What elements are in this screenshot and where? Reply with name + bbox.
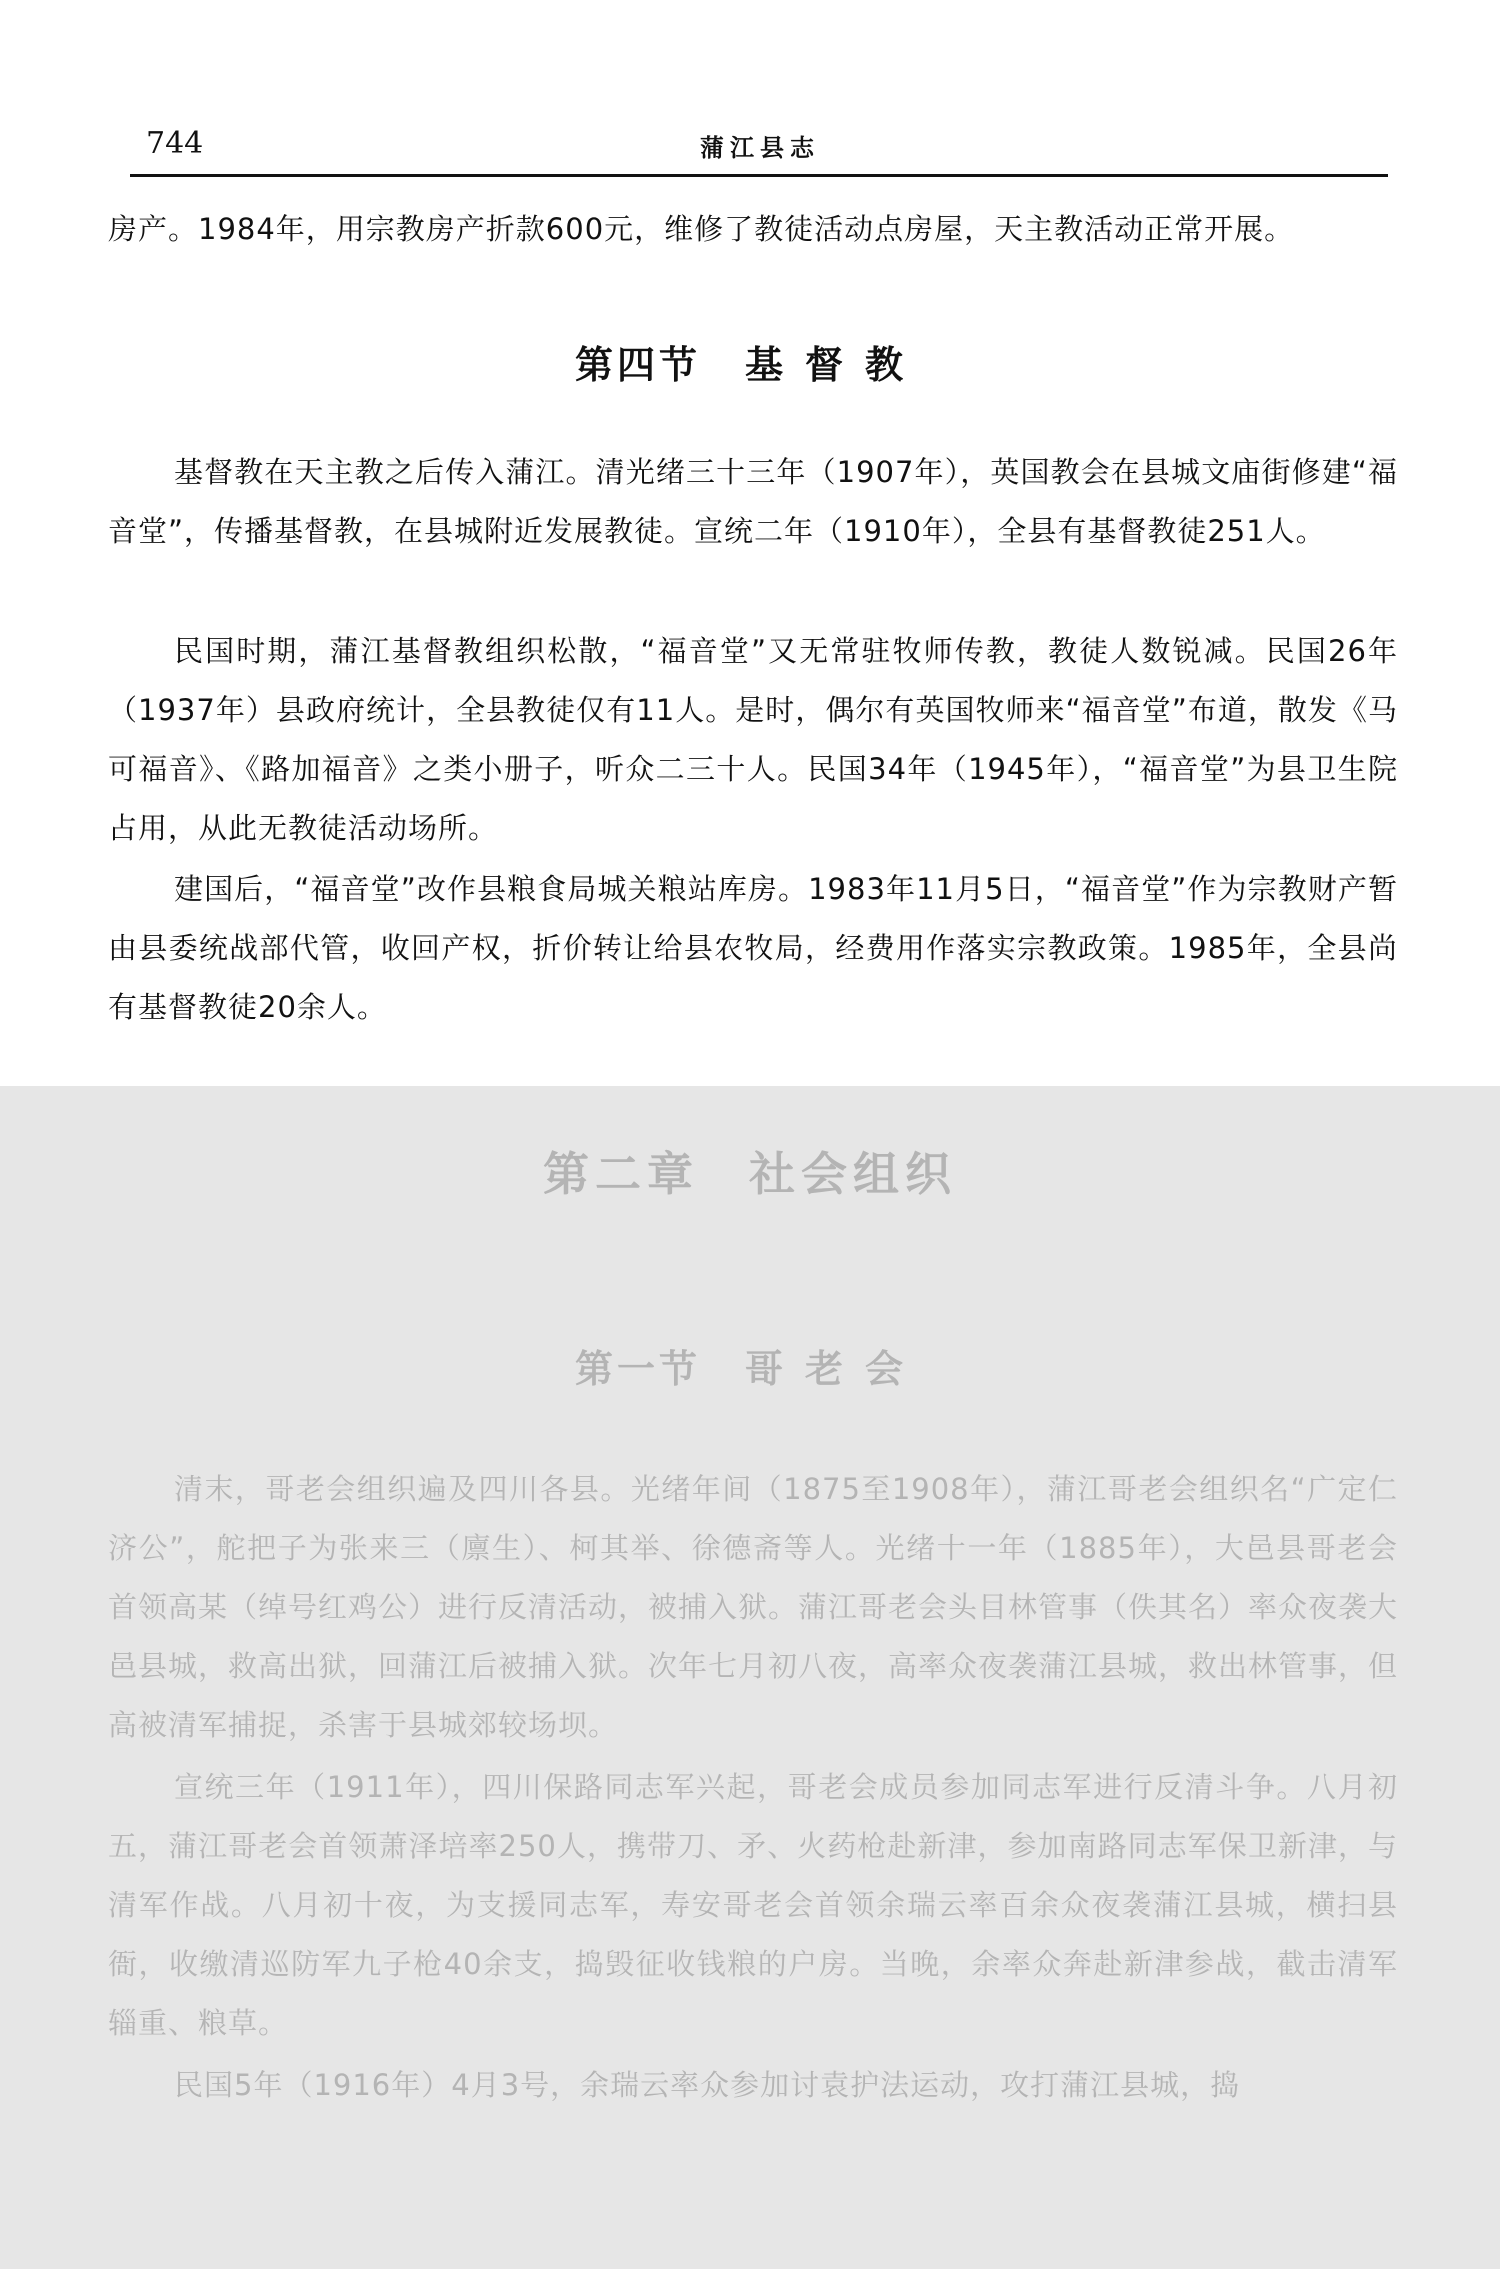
section-1-number: 第一节 <box>574 1347 701 1391</box>
section-1-title <box>0 1338 1500 1393</box>
page-header <box>130 118 1390 178</box>
section-4-title <box>0 334 1500 389</box>
header-rule <box>130 174 1388 177</box>
section-4-name: 基督教 <box>745 343 926 387</box>
section-4-paragraph-1: 基督教在天主教之后传入蒲江。清光绪三十三年（1907年），英国教会在县城文庙街修建“福音堂”，传播基督教，在县城附近发展教徒。宣统二年（1910年），全县有基督教徒251人。 <box>108 455 1398 548</box>
section-1-paragraph-3: 民国5年（1916年）4月3号，余瑞云率众参加讨袁护法运动，攻打蒲江县城，捣 <box>174 2068 1241 2102</box>
section-4-paragraph-3: 建国后，“福音堂”改作县粮食局城关粮站库房。1983年11月5日，“福音堂”作为宗教财产暂由县委统战部代管，收回产权，折价转让给县农牧局，经费用作落实宗教政策。1985年，全县尚有基督教徒20余人。 <box>108 872 1398 1024</box>
section-1-paragraph-2: 宣统三年（1911年），四川保路同志军兴起，哥老会成员参加同志军进行反清斗争。八月初五，蒲江哥老会首领萧泽培率250人，携带刀、矛、火药枪赴新津，参加南路同志军保卫新津，与清军作战。八月初十夜，为支援同志军，寿安哥老会首领余瑞云率百余众夜袭蒲江县城，横扫县衙，收缴清巡防军九子枪40余支，捣毁征收钱粮的户房。当晚，余率众奔赴新津参战，截击清军辎重、粮草。 <box>108 1770 1398 2040</box>
page-number: 744 <box>146 126 204 161</box>
running-title: 蒲江县志 <box>700 134 820 162</box>
paragraph-continuation: 房产。1984年，用宗教房产折款600元，维修了教徒活动点房屋，天主教活动正常开展。 <box>108 212 1295 246</box>
chapter-2-number: 第二章 <box>543 1147 699 1201</box>
chapter-2-name: 社会组织 <box>749 1147 957 1201</box>
section-1-name: 哥老会 <box>745 1347 926 1391</box>
section-4-number: 第四节 <box>574 343 701 387</box>
section-4-paragraph-2: 民国时期，蒲江基督教组织松散，“福音堂”又无常驻牧师传教，教徒人数锐减。民国26年（1937年）县政府统计，全县教徒仅有11人。是时，偶尔有英国牧师来“福音堂”布道，散发《马可福音》、《路加福音》之类小册子，听众二三十人。民国34年（1945年），“福音堂”为县卫生院占用，从此无教徒活动场所。 <box>108 634 1398 845</box>
section-1-paragraph-1: 清末，哥老会组织遍及四川各县。光绪年间（1875至1908年），蒲江哥老会组织名“广定仁济公”，舵把子为张来三（廪生）、柯其举、徐德斋等人。光绪十一年（1885年），大邑县哥老会首领高某（绰号红鸡公）进行反清活动，被捕入狱。蒲江哥老会头目林管事（佚其名）率众夜袭大邑县城，救高出狱，回蒲江后被捕入狱。次年七月初八夜，高率众夜袭蒲江县城，救出林管事，但高被清军捕捉，杀害于县城郊较场坝。 <box>108 1472 1399 1742</box>
chapter-2-title <box>0 1138 1500 1204</box>
